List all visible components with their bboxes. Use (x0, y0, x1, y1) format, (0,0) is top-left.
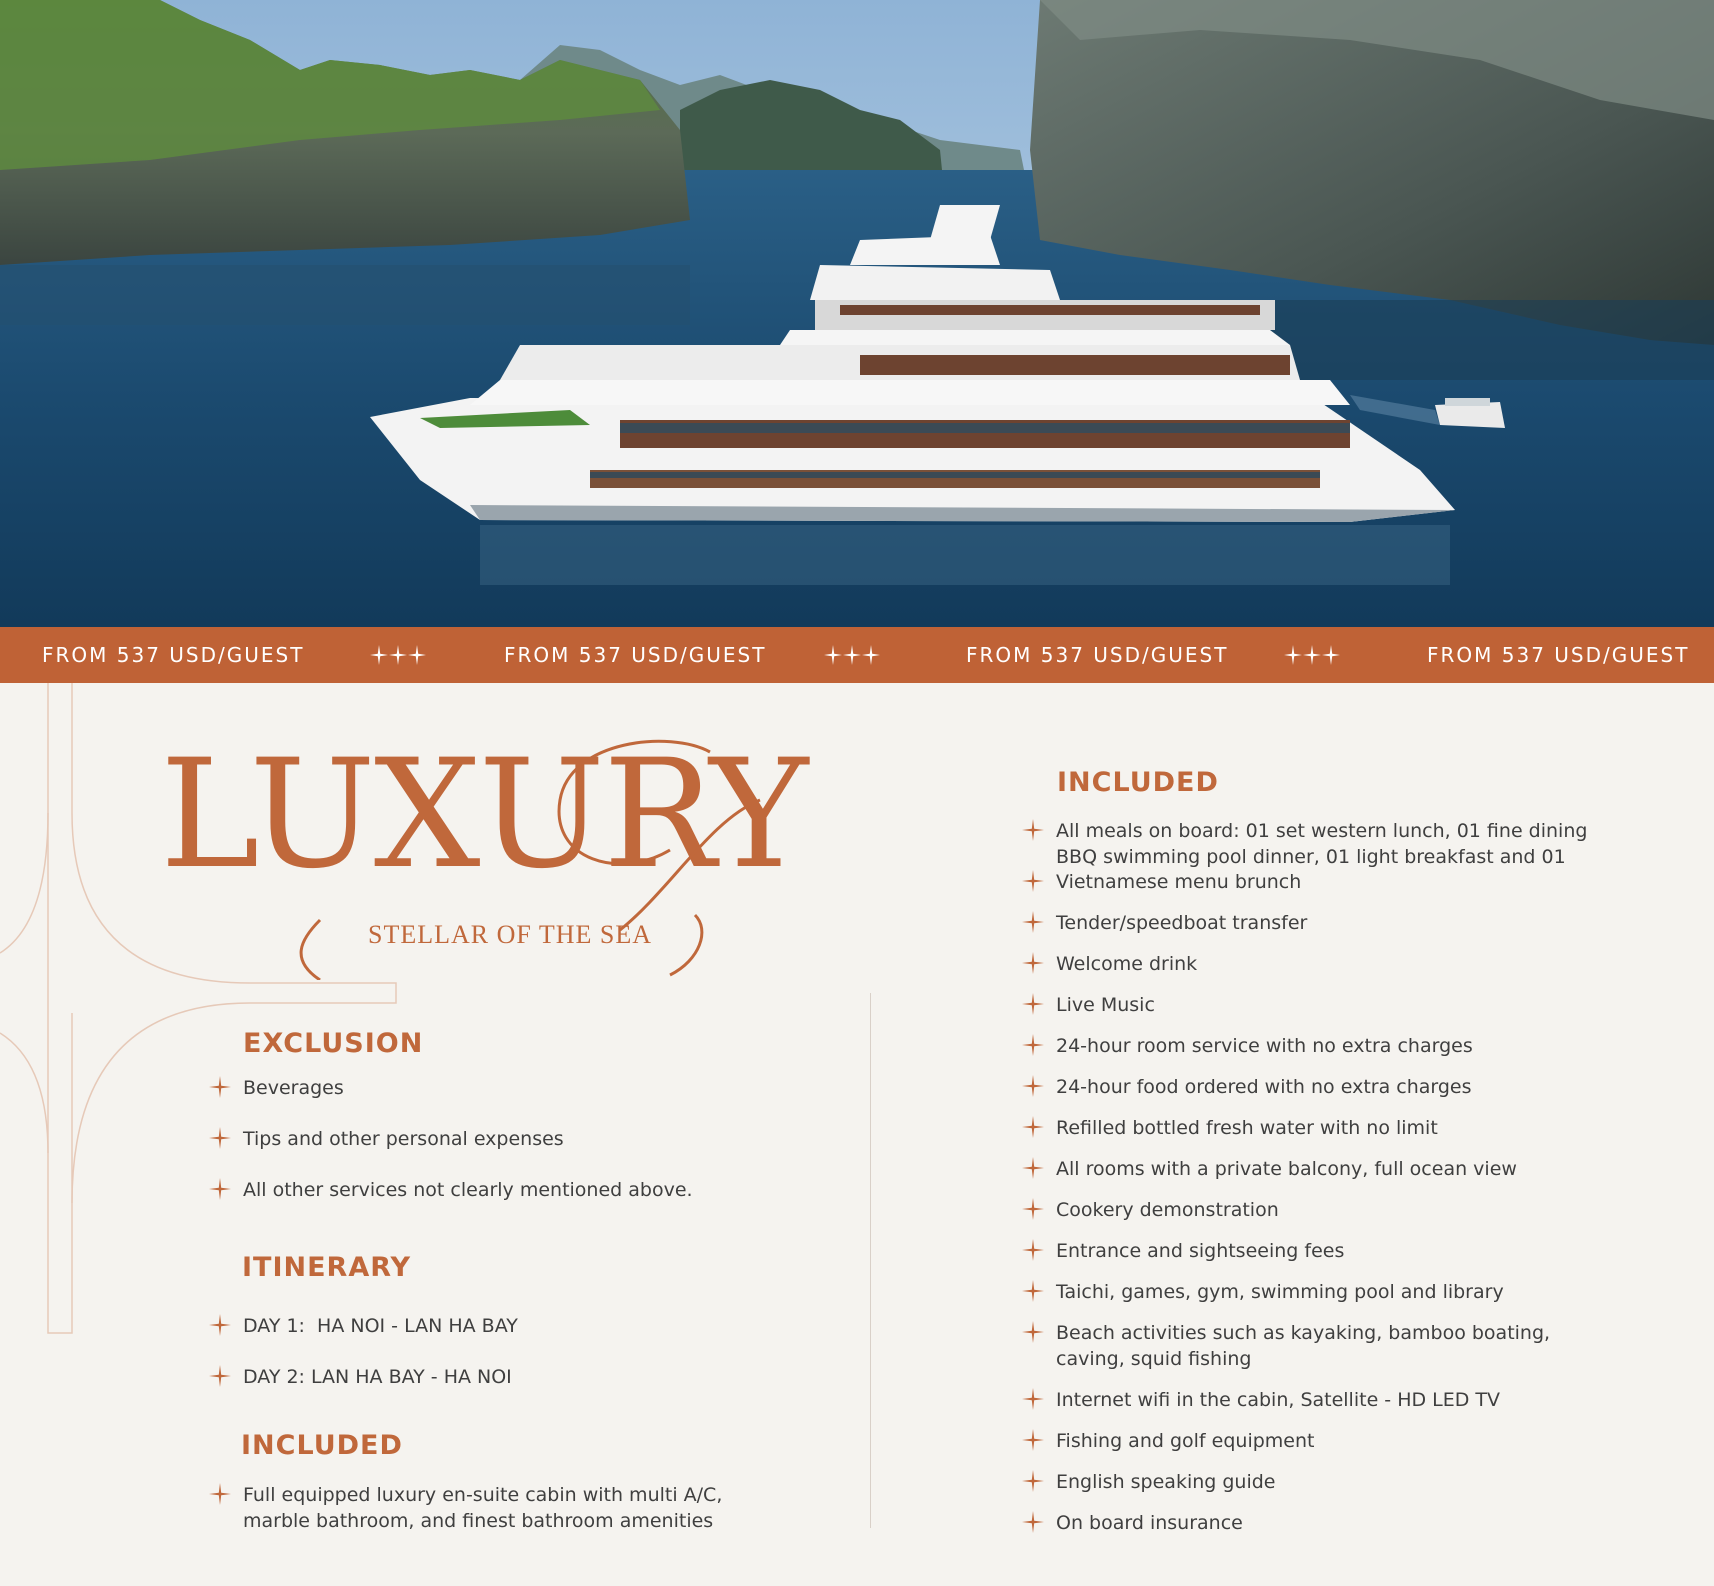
price-label: FROM 537 USD/GUEST (42, 643, 305, 667)
luxury-title-block (150, 730, 870, 980)
four-point-sparkle-icon (1021, 1469, 1045, 1493)
four-point-sparkle-icon (1021, 1428, 1045, 1452)
list-item: Welcome drink (1021, 951, 1197, 977)
price-label: FROM 537 USD/GUEST (966, 643, 1229, 667)
four-point-sparkle-icon (208, 1313, 232, 1337)
list-item: Taichi, games, gym, swimming pool and library (1021, 1279, 1504, 1305)
four-point-sparkle-icon (1021, 1387, 1045, 1411)
main-title: LUXURY (160, 728, 807, 902)
four-point-sparkle-icon (1021, 1510, 1045, 1534)
four-point-sparkle-icon (1021, 951, 1045, 975)
four-point-sparkle-icon (208, 1075, 232, 1099)
list-item: Refilled bottled fresh water with no limit (1021, 1115, 1438, 1141)
list-item: Beverages (208, 1075, 344, 1101)
list-item: Tips and other personal expenses (208, 1126, 564, 1152)
four-point-sparkle-icon (1021, 1115, 1045, 1139)
four-point-sparkle-icon (208, 1364, 232, 1388)
list-item: All other services not clearly mentioned above. (208, 1177, 693, 1203)
price-banner (0, 627, 1714, 683)
triple-sparkle-icon (1284, 643, 1340, 667)
list-item: English speaking guide (1021, 1469, 1276, 1495)
list-item: DAY 2: LAN HA BAY - HA NOI (208, 1364, 512, 1390)
four-point-sparkle-icon (1021, 1033, 1045, 1057)
list-item: Beach activities such as kayaking, bamboo boating, caving, squid fishing (1021, 1320, 1550, 1372)
price-label: FROM 537 USD/GUEST (504, 643, 767, 667)
list-item: Live Music (1021, 992, 1155, 1018)
four-point-sparkle-icon (1021, 992, 1045, 1016)
list-item: Internet wifi in the cabin, Satellite - HD LED TV (1021, 1387, 1500, 1413)
four-point-sparkle-icon (208, 1126, 232, 1150)
column-divider (870, 993, 871, 1528)
list-item: 24-hour food ordered with no extra charges (1021, 1074, 1472, 1100)
hero-cruise-photo (0, 0, 1714, 627)
triple-sparkle-icon (824, 643, 880, 667)
subtitle: STELLAR OF THE SEA (368, 920, 653, 949)
four-point-sparkle-icon (1021, 1320, 1045, 1344)
price-label: FROM 537 USD/GUEST (1427, 643, 1690, 667)
four-point-sparkle-icon (1021, 1238, 1045, 1262)
list-item: Fishing and golf equipment (1021, 1428, 1315, 1454)
itinerary-heading: ITINERARY (242, 1252, 412, 1283)
list-item: All rooms with a private balcony, full ocean view (1021, 1156, 1517, 1182)
list-item: Vietnamese menu brunch (1021, 869, 1301, 895)
list-item: Entrance and sightseeing fees (1021, 1238, 1344, 1264)
triple-sparkle-icon (370, 643, 426, 667)
four-point-sparkle-icon (208, 1482, 232, 1506)
four-point-sparkle-icon (1021, 910, 1045, 934)
list-item: All meals on board: 01 set western lunch, 01 fine dining BBQ swimming pool dinner, 01 light breakfast and 01 (1021, 818, 1587, 870)
four-point-sparkle-icon (1021, 869, 1045, 893)
list-item: On board insurance (1021, 1510, 1243, 1536)
four-point-sparkle-icon (1021, 1279, 1045, 1303)
included-right-heading: INCLUDED (1057, 767, 1219, 798)
exclusion-heading: EXCLUSION (243, 1028, 424, 1059)
list-item: Cookery demonstration (1021, 1197, 1279, 1223)
list-item: Tender/speedboat transfer (1021, 910, 1307, 936)
list-item: DAY 1: HA NOI - LAN HA BAY (208, 1313, 518, 1339)
list-item: Full equipped luxury en-suite cabin with multi A/C, marble bathroom, and finest bathroom amenities (208, 1482, 722, 1534)
included-left-heading: INCLUDED (241, 1430, 403, 1461)
four-point-sparkle-icon (1021, 1197, 1045, 1221)
four-point-sparkle-icon (1021, 818, 1045, 842)
list-item: 24-hour room service with no extra charges (1021, 1033, 1473, 1059)
four-point-sparkle-icon (1021, 1156, 1045, 1180)
four-point-sparkle-icon (1021, 1074, 1045, 1098)
four-point-sparkle-icon (208, 1177, 232, 1201)
